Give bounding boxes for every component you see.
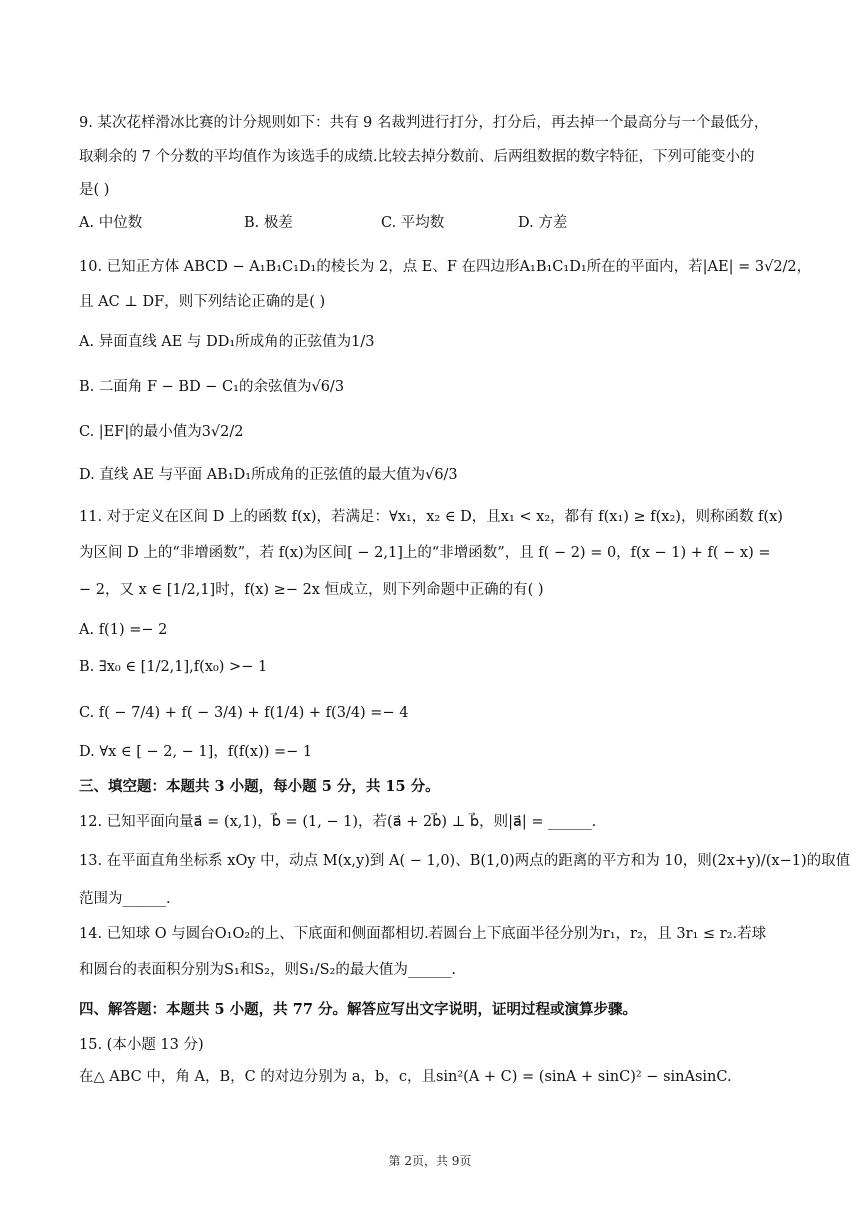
q11-line-2: 为区间 D 上的“非增函数”，若 f(x)为区间[ − 2,1]上的“非增函数”，且 f( − 2) = 0，f(x − 1) + f( − x) = <box>79 545 771 561</box>
q9-option-b: B. 极差 <box>244 215 293 231</box>
page-footer: 第 2页，共 9页 <box>388 1154 472 1168</box>
q15-line-1: 在△ ABC 中，角 A，B，C 的对边分别为 a，b，c，且sin²(A + C) = (sinA + sinC)² − sinAsinC. <box>79 1069 732 1085</box>
q10-line-1: 10. 已知正方体 ABCD − A₁B₁C₁D₁的棱长为 2，点 E、F 在四边形A₁B₁C₁D₁所在的平面内，若|AE| = 3√2/2， <box>79 259 812 275</box>
q9-option-c: C. 平均数 <box>381 215 445 231</box>
q9-line-2: 取剩余的 7 个分数的平均值作为该选手的成绩.比较去掉分数前、后两组数据的数字特征，下列可能变小的 <box>79 149 755 165</box>
q13-line-1: 13. 在平面直角坐标系 xOy 中，动点 M(x,y)到 A( − 1,0)、B(1,0)两点的距离的平方和为 10，则(2x+y)/(x−1)的取值 <box>79 853 851 869</box>
q9-option-a: A. 中位数 <box>79 215 143 231</box>
q9-option-d: D. 方差 <box>518 215 568 231</box>
q10-option-a: A. 异面直线 AE 与 DD₁所成角的正弦值为1/3 <box>79 334 375 350</box>
q10-option-c: C. |EF|的最小值为3√2/2 <box>79 424 244 440</box>
q9-line-1: 9. 某次花样滑冰比赛的计分规则如下：共有 9 名裁判进行打分，打分后，再去掉一个最高分与一个最低分， <box>79 115 769 131</box>
q10-option-b: B. 二面角 F − BD − C₁的余弦值为√6/3 <box>79 379 345 395</box>
section-3-heading: 三、填空题：本题共 3 小题，每小题 5 分，共 15 分。 <box>79 778 440 795</box>
q11-option-b: B. ∃x₀ ∈ [1/2,1],f(x₀) >− 1 <box>79 659 268 675</box>
q14-line-2: 和圆台的表面积分别为S₁和S₂，则S₁/S₂的最大值为______. <box>79 962 456 978</box>
section-4-heading: 四、解答题：本题共 5 小题，共 77 分。解答应写出文字说明，证明过程或演算步骤。 <box>79 1001 637 1018</box>
q12-line: 12. 已知平面向量a⃗ = (x,1)，b⃗ = (1, − 1)，若(a⃗ + 2b⃗) ⊥ b⃗，则|a⃗| = ______. <box>79 814 597 830</box>
q11-option-c: C. f( − 7/4) + f( − 3/4) + f(1/4) + f(3/4) =− 4 <box>79 705 409 721</box>
q10-option-d: D. 直线 AE 与平面 AB₁D₁所成角的正弦值的最大值为√6/3 <box>79 467 458 483</box>
q10-line-2: 且 AC ⊥ DF，则下列结论正确的是( ) <box>79 294 326 310</box>
q11-line-1: 11. 对于定义在区间 D 上的函数 f(x)，若满足：∀x₁，x₂ ∈ D，且x₁ < x₂，都有 f(x₁) ≥ f(x₂)，则称函数 f(x) <box>79 509 783 525</box>
q9-line-3: 是( ) <box>79 182 110 198</box>
q9-options <box>79 213 790 233</box>
q14-line-1: 14. 已知球 O 与圆台O₁O₂的上、下底面和侧面都相切.若圆台上下底面半径分别为r₁，r₂，且 3r₁ ≤ r₂.若球 <box>79 926 767 942</box>
q15-header: 15. (本小题 13 分) <box>79 1037 204 1053</box>
q11-line-3: − 2，又 x ∈ [1/2,1]时，f(x) ≥− 2x 恒成立，则下列命题中正确的有( ) <box>79 582 544 598</box>
q11-option-a: A. f(1) =− 2 <box>79 622 168 638</box>
q11-option-d: D. ∀x ∈ [ − 2, − 1]，f(f(x)) =− 1 <box>79 744 313 760</box>
q13-line-2: 范围为______. <box>79 891 171 907</box>
